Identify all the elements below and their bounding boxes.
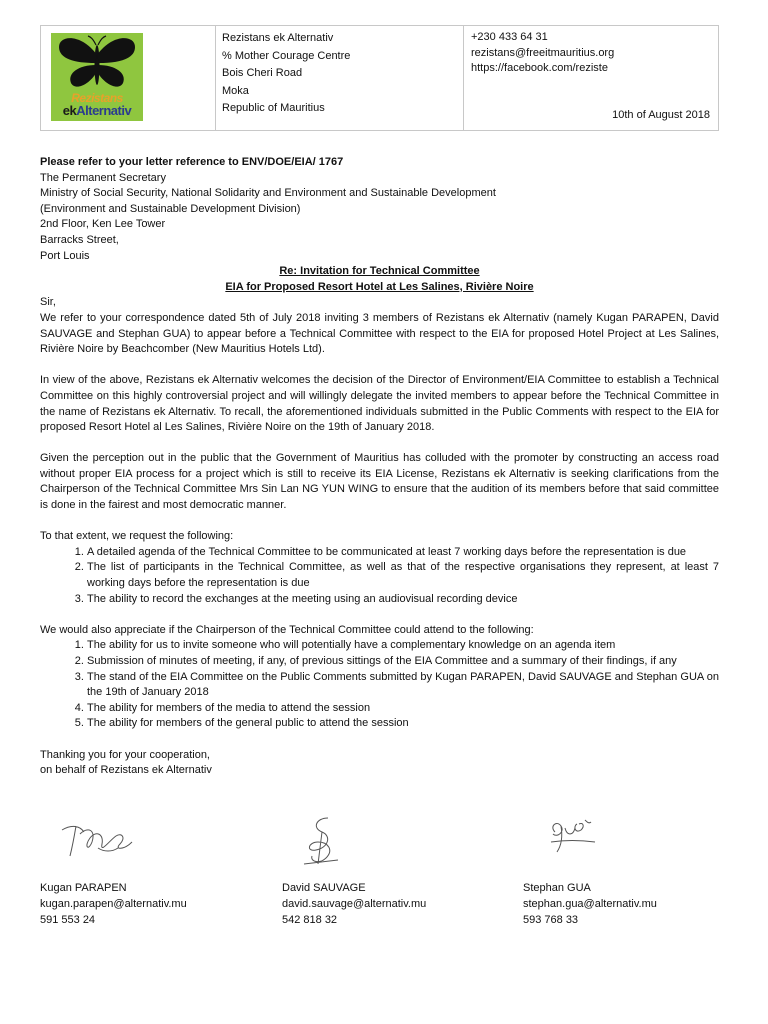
list-item: 3. The ability to record the exchanges at the meeting using an audiovisual recording device	[87, 592, 719, 608]
list-item: 1. The ability for us to invite someone who will potentially have a complementary knowledge on an agenda item	[87, 638, 719, 654]
signature-sauvage	[298, 812, 348, 867]
logo-wordmark-prefix: ek	[62, 103, 77, 118]
list-item: 2. The list of participants in the Technical Committee, as well as that of the respective organisations they represent, at least 7 working days before the representation is due	[87, 560, 719, 591]
reference-line: Please refer to your letter reference to ENV/DOE/EIA/ 1767	[40, 156, 344, 168]
paragraph: In view of the above, Rezistans ek Alternativ welcomes the decision of the Director of Environment/EIA Committee to establish a Technical Committee on this highly controversial project and will willingly delegate the invited members to appear before the Technical Committee in the name of Rezistans ek Alternativ. To recall, the aforementioned individuals submitted in the Public Comments with respect to the EIA for proposed Resort Hotel al Les Salines, Rivière Noire on the 19th of January 2018.	[40, 374, 719, 434]
signatory-name: Stephan GUA	[523, 882, 591, 894]
signatory-email[interactable]: david.sauvage@alternativ.mu	[282, 898, 427, 910]
address-line: Moka	[222, 84, 249, 97]
list-item: 4. The ability for members of the media to attend the session	[87, 701, 719, 717]
list-item: 5. The ability for members of the general public to attend the session	[87, 716, 719, 732]
closing-line: Thanking you for your cooperation,	[40, 748, 210, 761]
logo-wordmark-bottom	[51, 103, 143, 118]
organisation-logo	[51, 33, 143, 121]
butterfly-icon	[51, 33, 143, 93]
signatory-phone: 591 553 24	[40, 914, 96, 926]
recipient-line: (Environment and Sustainable Development Division)	[40, 202, 301, 215]
signatures	[40, 812, 719, 872]
signatory-phone: 593 768 33	[523, 914, 579, 926]
list-item: 2. Submission of minutes of meeting, if any, of previous sittings of the EIA Committee and a summary of their findings, if any	[87, 654, 719, 670]
phone-number: +230 433 64 31	[471, 31, 548, 43]
recipient-line: 2nd Floor, Ken Lee Tower	[40, 218, 166, 231]
request-list	[40, 545, 719, 607]
chair-intro: We would also appreciate if the Chairperson of the Technical Committee could attend to the following:	[40, 623, 534, 636]
salutation: Sir,	[40, 296, 56, 309]
letterhead	[40, 25, 719, 131]
letter-body	[40, 155, 719, 779]
signature-parapen	[58, 812, 138, 862]
subject-line: Re: Invitation for Technical Committee	[279, 265, 480, 278]
recipient-line: Ministry of Social Security, National Solidarity and Environment and Sustainable Development	[40, 187, 496, 200]
recipient-line: Barracks Street,	[40, 233, 119, 246]
logo-wordmark-accent: Alternativ	[76, 103, 132, 118]
paragraph: Given the perception out in the public that the Government of Mauritius has colluded with the promoter by constructing an access road without proper EIA process for a project which is still to receive its EIA License, Rezistans ek Alternativ is seeking clarifications from the Chairperson of the Technical Committee Mrs Sin Lan NG YUN WING to ensure that the audition of its members before that said committee is done in the fairest and most democratic manner.	[40, 452, 719, 512]
organisation-address	[216, 26, 464, 130]
logo-wordmark-top: Rezistans	[71, 91, 123, 105]
organisation-contact	[464, 26, 718, 130]
closing-line: on behalf of Rezistans ek Alternativ	[40, 764, 212, 777]
signatory-name: David SAUVAGE	[282, 882, 366, 894]
list-item: 1. A detailed agenda of the Technical Committee to be communicated at least 7 working days before the representation is due	[87, 545, 719, 561]
facebook-link[interactable]: https://facebook.com/reziste	[471, 62, 608, 74]
email-address[interactable]: rezistans@freeitmauritius.org	[471, 46, 615, 59]
letter-date: 10th of August 2018	[612, 109, 710, 121]
logo-cell	[41, 26, 216, 130]
signatory-name: Kugan PARAPEN	[40, 882, 127, 894]
request-intro: To that extent, we request the following:	[40, 530, 234, 543]
address-line: Republic of Mauritius	[222, 102, 325, 114]
signatory-block	[523, 880, 657, 928]
signatory-email[interactable]: stephan.gua@alternativ.mu	[523, 898, 657, 910]
signatory-email[interactable]: kugan.parapen@alternativ.mu	[40, 898, 187, 910]
recipient-line: Port Louis	[40, 249, 90, 262]
list-item: 3. The stand of the EIA Committee on the Public Comments submitted by Kugan PARAPEN, David SAUVAGE and Stephan GUA on the 19th of January 2018	[87, 670, 719, 701]
signature-gua	[545, 812, 605, 862]
signatory-block	[40, 880, 187, 928]
paragraph: We refer to your correspondence dated 5th of July 2018 inviting 3 members of Rezistans ek Alternativ (namely Kugan PARAPEN, David SAUVAGE and Stephan GUA) to appear before a Technical Committee with respect to the EIA for proposed Hotel Project at Les Salines, Rivière Noire by Beachcomber (New Mauritius Hotels Ltd).	[40, 311, 719, 356]
recipient-line: The Permanent Secretary	[40, 171, 166, 184]
address-line: Bois Cheri Road	[222, 67, 303, 79]
subject-line: EIA for Proposed Resort Hotel at Les Salines, Rivière Noire	[225, 280, 534, 293]
address-line: % Mother Courage Centre	[222, 49, 351, 62]
address-line: Rezistans ek Alternativ	[222, 32, 334, 44]
signatory-block	[282, 880, 426, 928]
chair-list	[40, 638, 719, 732]
signatory-phone: 542 818 32	[282, 914, 338, 926]
